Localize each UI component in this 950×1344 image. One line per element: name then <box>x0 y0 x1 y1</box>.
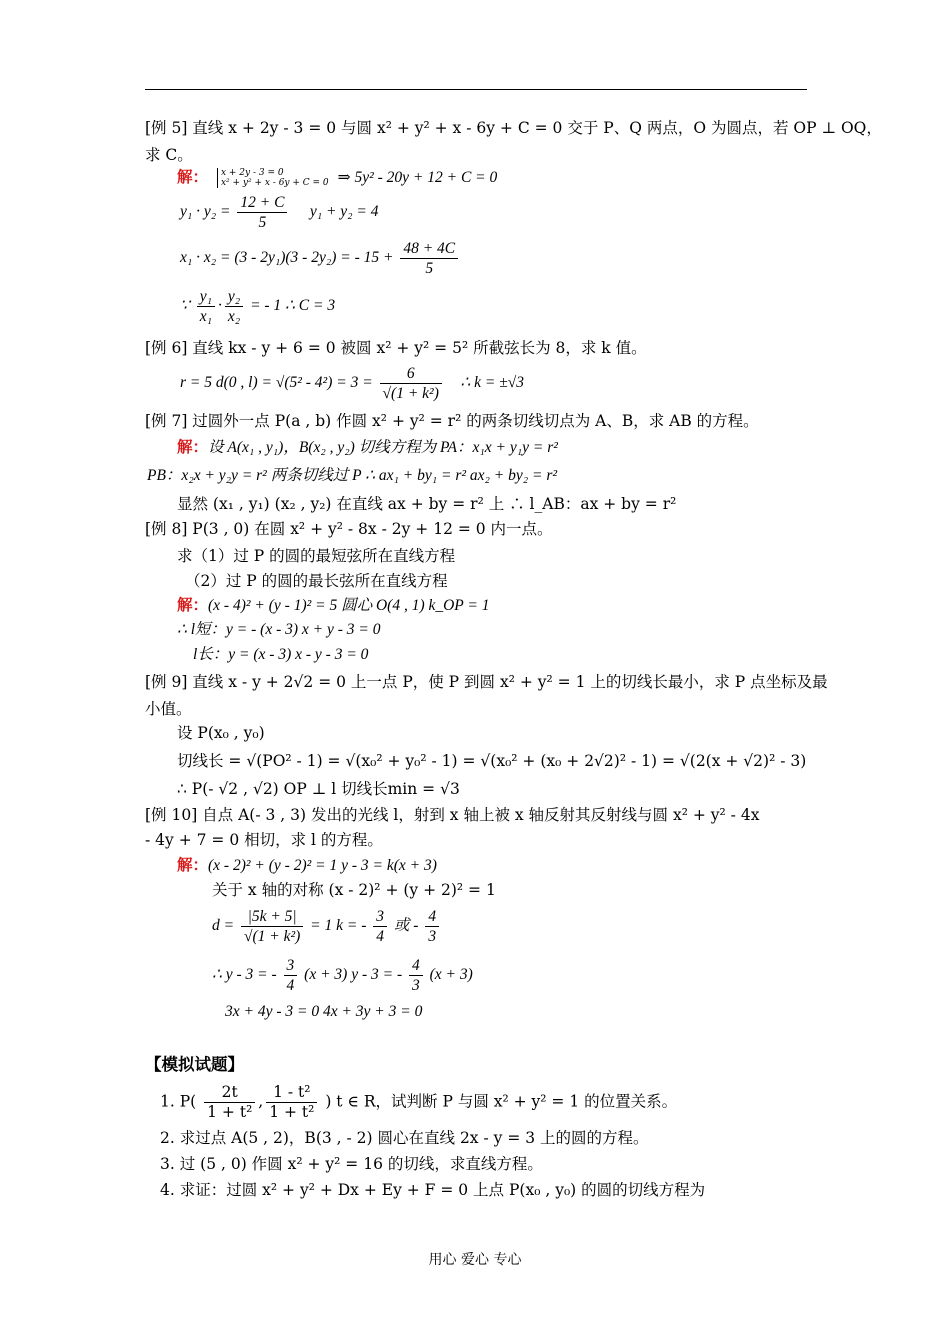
fraction <box>197 287 215 326</box>
fraction-num: 6 <box>380 364 442 384</box>
fraction-num: y₁ <box>197 287 215 307</box>
equation-system <box>217 168 329 188</box>
fraction <box>409 956 423 995</box>
fraction <box>284 956 298 995</box>
solution-label: 解： <box>177 437 209 456</box>
example-9-statement-cont: 小值。 <box>145 700 192 718</box>
header-rule <box>145 89 807 90</box>
fraction-den: 1 + t² <box>269 1103 315 1121</box>
fraction-num: 4 <box>409 956 423 976</box>
fraction-den: 4 <box>376 928 385 945</box>
section-title: 【模拟试题】 <box>145 1055 244 1074</box>
expr-pre: 1. P( <box>160 1092 197 1111</box>
fraction <box>380 364 442 403</box>
example-9-statement: [例 9] 直线 x - y + 2√2 = 0 上一点 P，使 P 到圆 x² + y² = 1 上的切线长最小，求 P 点坐标及最 <box>145 673 828 691</box>
solution-label: 解： <box>177 855 209 874</box>
example-8-solution-2: ∴ l短：y = - (x - 3) x + y - 3 = 0 <box>177 621 381 638</box>
expr-pre: r = 5 d(0 , l) = √(5² - 4²) = 3 = <box>180 374 373 392</box>
example-8-solution-3: l长：y = (x - 3) x - y - 3 = 0 <box>193 646 369 663</box>
fraction <box>425 907 439 946</box>
example-7-solution-3: 显然 (x₁ , y₁) (x₂ , y₂) 在直线 ax + by = r² 上 ∴ l_AB：ax + by = r² <box>177 495 677 513</box>
expr-pre: ∴ y - 3 = - <box>212 966 277 984</box>
fraction-den: x₂ <box>227 308 241 325</box>
expr-post: y₁ + y₂ = 4 <box>309 203 379 221</box>
derived-equation: ⇒ 5y² - 20y + 12 + C = 0 <box>337 169 498 186</box>
question-3: 3. 过 (5 , 0) 作圆 x² + y² = 16 的切线，求直线方程。 <box>160 1155 543 1173</box>
expr: 设 A(x₁ , y₁)，B(x₂ , y₂) 切线方程为 PA：x₁x + y₁y = r² <box>208 439 558 456</box>
fraction-num: y₂ <box>225 287 243 307</box>
solution-label: 解： <box>177 595 209 614</box>
system-top: x + 2y - 3 = 0 <box>220 168 284 178</box>
question-4: 4. 求证：过圆 x² + y² + Dx + Ey + F = 0 上点 P(x₀ , y₀) 的圆的切线方程为 <box>160 1181 706 1199</box>
fraction-den: 1 + t² <box>207 1103 253 1121</box>
expr-post: ∴ k = ±√3 <box>460 374 524 392</box>
fraction <box>225 287 243 326</box>
example-9-solution-2: 切线长 = √(PO² - 1) = √(x₀² + y₀² - 1) = √(x₀² + (x₀ + 2√2)² - 1) = √(2(x + √2)² - 3) <box>177 752 807 770</box>
example-5-product-y <box>180 193 379 232</box>
question-1 <box>160 1083 677 1122</box>
example-8-q2: （2）过 P 的圆的最长弦所在直线方程 <box>185 572 448 590</box>
example-10-solution-2: 关于 x 轴的对称 (x - 2)² + (y + 2)² = 1 <box>212 881 496 899</box>
fraction-num: 3 <box>373 907 387 927</box>
fraction-num: 12 + C <box>237 193 287 213</box>
fraction-den: 4 <box>286 977 295 994</box>
expr-post: = - 1 ∴ C = 3 <box>250 297 336 315</box>
expr-pre: x₁ · x₂ = (3 - 2y₁)(3 - 2y₂) = - 15 + <box>180 249 394 267</box>
expr-mid: (x + 3) y - 3 = - <box>304 966 403 984</box>
example-10-statement-cont: - 4y + 7 = 0 相切，求 l 的方程。 <box>145 831 383 849</box>
fraction-num: 4 <box>425 907 439 927</box>
example-6-statement: [例 6] 直线 kx - y + 6 = 0 被圆 x² + y² = 5² 所截弦长为 8，求 k 值。 <box>145 339 647 357</box>
fraction <box>241 907 303 946</box>
example-5-solution-line <box>177 167 497 188</box>
fraction-den: 3 <box>428 928 437 945</box>
example-7-statement: [例 7] 过圆外一点 P(a , b) 作圆 x² + y² = r² 的两条切线切点为 A、B，求 AB 的方程。 <box>145 412 759 430</box>
example-10-answers: 3x + 4y - 3 = 0 4x + 3y + 3 = 0 <box>225 1003 423 1020</box>
expr-pre: d = <box>212 917 235 935</box>
example-9-solution-3: ∴ P(- √2 , √2) OP ⊥ l 切线长min = √3 <box>177 780 460 798</box>
example-8-q1: 求（1）过 P 的圆的最短弦所在直线方程 <box>177 547 456 565</box>
expr: (x - 4)² + (y - 1)² = 5 圆心 O(4 , 1) k_OP = 1 <box>208 597 490 614</box>
solution-label: 解： <box>177 167 209 186</box>
example-10-statement: [例 10] 自点 A(- 3 , 3) 发出的光线 l，射到 x 轴上被 x 轴反射其反射线与圆 x² + y² - 4x <box>145 806 760 824</box>
expr-mid: 或 - <box>393 917 419 935</box>
example-8-statement: [例 8] P(3 , 0) 在圆 x² + y² - 8x - 2y + 12 = 0 内一点。 <box>145 520 553 538</box>
example-10-lines <box>212 956 473 995</box>
fraction-num: 3 <box>284 956 298 976</box>
fraction <box>237 193 287 232</box>
example-5-statement: [例 5] 直线 x + 2y - 3 = 0 与圆 x² + y² + x - 6y + C = 0 交于 P、Q 两点，O 为圆点，若 OP ⊥ OQ， <box>145 119 882 137</box>
example-5-conclusion: ∵ $\frac{\text{y₁}}{\text{x₁}}$ · $\frac{\text{y₂}}{\text{x₂}}$ = - 1 ∴ C = 3 <box>180 288 336 325</box>
expr-mid: = 1 k = - <box>310 917 367 935</box>
example-5-product-x <box>180 239 461 278</box>
example-10-distance <box>212 907 442 946</box>
fraction <box>204 1083 255 1122</box>
expr-post: (x + 3) <box>429 966 473 984</box>
fraction-den: 5 <box>425 260 434 277</box>
fraction-num: 48 + 4C <box>400 239 458 259</box>
fraction <box>266 1083 317 1122</box>
fraction-den: 5 <box>258 214 267 231</box>
question-2: 2. 求过点 A(5 , 2)，B(3 , - 2) 圆心在直线 2x - y = 3 上的圆的方程。 <box>160 1129 649 1147</box>
fraction-num: |5k + 5| <box>241 907 303 927</box>
fraction-den: √(1 + k²) <box>382 385 439 402</box>
example-10-solution-1 <box>177 855 437 876</box>
fraction <box>400 239 458 278</box>
expr-pre: y₁ · y₂ = <box>180 203 231 221</box>
fraction-num: 2t <box>204 1083 255 1103</box>
comma: , <box>258 1092 264 1111</box>
fraction-num: 1 - t² <box>266 1083 317 1103</box>
page-footer: 用心 爱心 专心 <box>428 1252 522 1268</box>
fraction-den: 3 <box>411 977 420 994</box>
expr-pre: ∵ <box>180 297 190 315</box>
example-6-solution <box>180 364 524 403</box>
expr-post: ) t ∈ R，试判断 P 与圆 x² + y² = 1 的位置关系。 <box>325 1092 678 1111</box>
expr: (x - 2)² + (y - 2)² = 1 y - 3 = k(x + 3) <box>208 857 437 874</box>
example-8-solution-1 <box>177 595 489 616</box>
fraction-den: √(1 + k²) <box>243 928 301 945</box>
system-bottom: x² + y² + x - 6y + C = 0 <box>220 178 329 188</box>
example-5-statement-cont: 求 C。 <box>145 146 193 164</box>
example-7-solution-1 <box>177 437 558 458</box>
fraction-den: x₁ <box>199 308 213 325</box>
fraction <box>373 907 387 946</box>
example-7-solution-2: PB：x₂x + y₂y = r² 两条切线过 P ∴ ax₁ + by₁ = r² ax₂ + by₂ = r² <box>147 467 558 484</box>
example-9-solution-1: 设 P(x₀ , y₀) <box>177 724 265 742</box>
